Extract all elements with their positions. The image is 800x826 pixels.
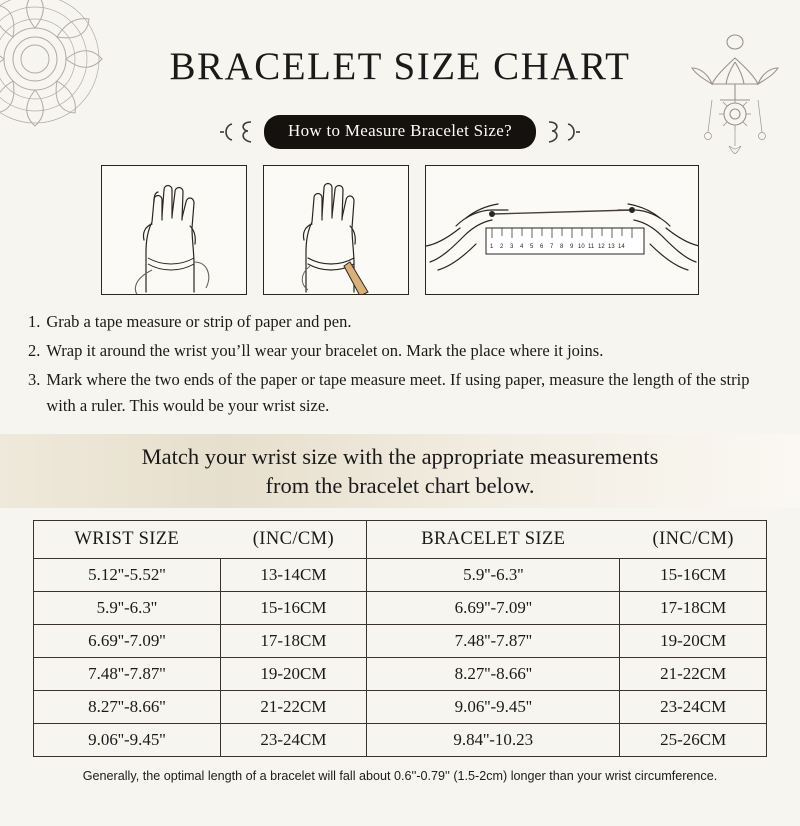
cell-wrist-inches: 7.48''-7.87'': [34, 658, 221, 691]
step-text: Wrap it around the wrist you’ll wear your bracelet on. Mark the place where it joins.: [46, 340, 604, 360]
table-row: [34, 559, 767, 592]
cell-bracelet-inches: 7.48''-7.87'': [367, 625, 620, 658]
svg-text:8: 8: [560, 244, 564, 251]
cell-bracelet-cm: 23-24CM: [620, 691, 767, 724]
table-row: [34, 658, 767, 691]
svg-text:4: 4: [520, 244, 524, 251]
list-item: [28, 338, 774, 365]
svg-text:7: 7: [550, 244, 554, 251]
svg-text:9: 9: [570, 244, 574, 251]
table-row: [34, 691, 767, 724]
cell-bracelet-inches: 6.69''-7.09'': [367, 592, 620, 625]
cell-bracelet-inches: 8.27''-8.66'': [367, 658, 620, 691]
cell-wrist-cm: 23-24CM: [220, 724, 367, 757]
cell-bracelet-cm: 25-26CM: [620, 724, 767, 757]
table-row: [34, 592, 767, 625]
cell-bracelet-inches: 9.84''-10.23: [367, 724, 620, 757]
table-header-row: [34, 521, 767, 559]
cell-wrist-inches: 5.9''-6.3'': [34, 592, 221, 625]
footnote: Generally, the optimal length of a bracelet will fall about 0.6''-0.79'' (1.5-2cm) longer than your wrist circumference.: [82, 769, 718, 784]
step-text: Mark where the two ends of the paper or tape measure meet. If using paper, measure the length of the strip with a ruler. This would be your wrist size.: [46, 369, 750, 416]
svg-text:5: 5: [530, 244, 534, 251]
cell-bracelet-cm: 19-20CM: [620, 625, 767, 658]
list-item: [28, 309, 774, 336]
flourish-right-icon: [546, 118, 580, 146]
cell-wrist-inches: 6.69''-7.09'': [34, 625, 221, 658]
table-row: [34, 724, 767, 757]
banner-line-2: from the bracelet chart below.: [265, 473, 535, 499]
instruction-images: [0, 165, 800, 295]
cell-wrist-cm: 15-16CM: [220, 592, 367, 625]
svg-text:12: 12: [598, 244, 605, 251]
cell-wrist-inches: 9.06''-9.45'': [34, 724, 221, 757]
svg-text:3: 3: [510, 244, 514, 251]
cell-bracelet-inches: 9.06''-9.45'': [367, 691, 620, 724]
cell-bracelet-cm: 21-22CM: [620, 658, 767, 691]
step-number: 2.: [28, 340, 41, 360]
page-title: BRACELET SIZE CHART: [169, 45, 631, 89]
cell-bracelet-cm: 17-18CM: [620, 592, 767, 625]
match-size-banner: [0, 434, 800, 508]
bracelet-size-chart-page: [0, 26, 800, 826]
cell-wrist-cm: 17-18CM: [220, 625, 367, 658]
svg-text:14: 14: [618, 244, 625, 251]
column-header-bracelet-size: BRACELET SIZE: [367, 521, 620, 559]
svg-text:2: 2: [500, 244, 504, 251]
svg-text:1: 1: [490, 244, 494, 251]
step-number: 3.: [28, 369, 41, 389]
cell-bracelet-cm: 15-16CM: [620, 559, 767, 592]
table-row: [34, 625, 767, 658]
hands-measuring-strip-with-ruler-illustration: [425, 165, 699, 295]
column-header-bracelet-unit: (INC/CM): [620, 521, 767, 559]
hand-with-paper-strip-illustration: [263, 165, 409, 295]
banner-line-1: Match your wrist size with the appropriate measurements: [141, 443, 659, 469]
svg-text:10: 10: [578, 244, 585, 251]
column-header-wrist-size: WRIST SIZE: [34, 521, 221, 559]
hand-with-tape-measure-illustration: [101, 165, 247, 295]
svg-text:6: 6: [540, 244, 544, 251]
cell-wrist-inches: 8.27''-8.66'': [34, 691, 221, 724]
cell-bracelet-inches: 5.9''-6.3'': [367, 559, 620, 592]
flourish-left-icon: [220, 118, 254, 146]
cell-wrist-inches: 5.12''-5.52'': [34, 559, 221, 592]
cell-wrist-cm: 21-22CM: [220, 691, 367, 724]
svg-text:13: 13: [608, 244, 615, 251]
size-table: [33, 520, 767, 757]
step-text: Grab a tape measure or strip of paper and pen.: [46, 312, 352, 332]
subtitle-row: [0, 115, 800, 149]
subtitle-pill: How to Measure Bracelet Size?: [264, 115, 536, 149]
list-item: [28, 367, 774, 420]
svg-text:11: 11: [588, 244, 595, 251]
step-number: 1.: [28, 312, 41, 332]
cell-wrist-cm: 13-14CM: [220, 559, 367, 592]
cell-wrist-cm: 19-20CM: [220, 658, 367, 691]
column-header-wrist-unit: (INC/CM): [220, 521, 367, 559]
instruction-steps: [28, 309, 774, 420]
